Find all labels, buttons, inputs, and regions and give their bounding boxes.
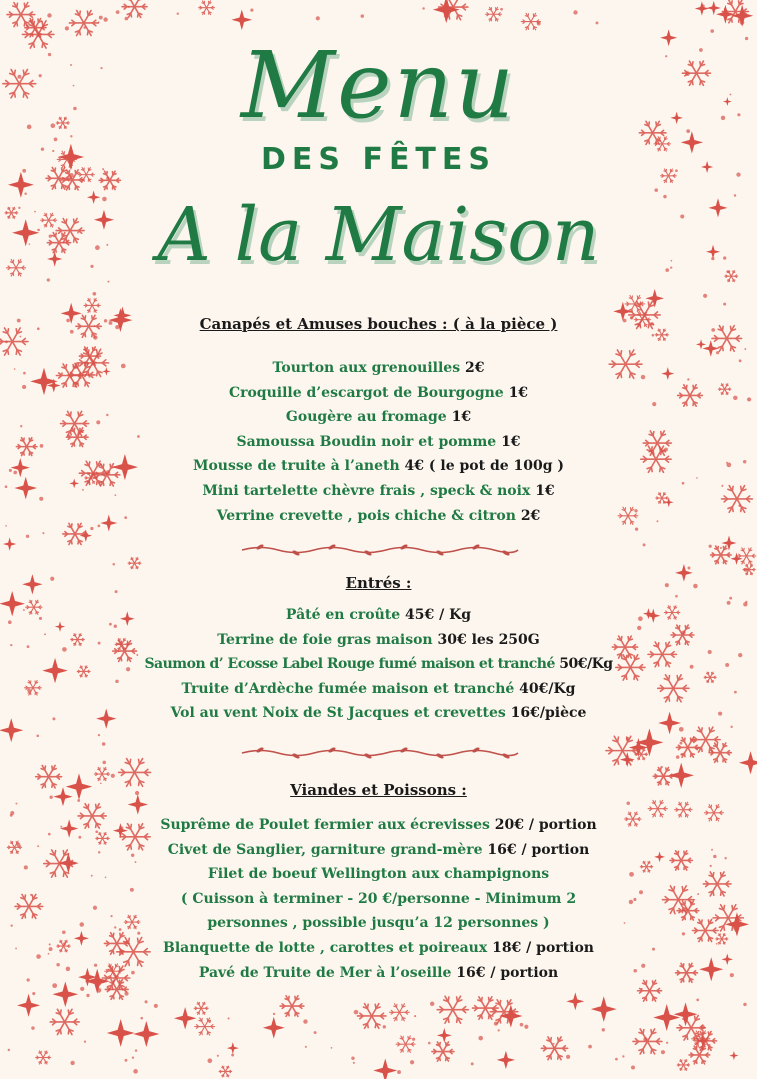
dot-decoration (414, 1015, 416, 1017)
dot-decoration (133, 1069, 138, 1074)
dot-decoration (660, 766, 662, 768)
section-title-entrees: Entrés : (345, 574, 412, 592)
dot-decoration (36, 735, 39, 738)
snowflake-icon (472, 997, 498, 1019)
dot-decoration (500, 8, 503, 11)
item-name: Filet de boeuf Wellington aux champignons (207, 866, 550, 883)
title-des-fetes: DES FÊTES (261, 142, 496, 177)
snowflake-icon (7, 3, 35, 27)
dot-decoration (701, 4, 705, 8)
sparkle-star-icon (133, 1021, 159, 1047)
item-name: Verrine crevette , pois chiche & citron (216, 507, 516, 524)
snowflake-icon (36, 1051, 51, 1064)
item-price: 16€/pièce (510, 705, 587, 722)
snowflake-icon (437, 996, 468, 1023)
snowflake-icon (521, 13, 540, 30)
snowflake-icon (195, 1018, 215, 1035)
snowflake-icon (737, 548, 756, 564)
dot-decoration (710, 29, 714, 33)
dot-decoration (397, 1070, 401, 1074)
item-price: 1€ (501, 433, 521, 450)
dot-decoration (471, 1062, 474, 1065)
menu-item (0, 479, 757, 504)
menu-item (0, 961, 757, 986)
snowflake-icon (677, 1060, 689, 1071)
menu-item (0, 652, 757, 677)
sparkle-star-icon (591, 996, 617, 1022)
dot-decoration (615, 1058, 618, 1061)
sparkle-star-icon (231, 9, 252, 30)
item-name: Saumon d’ Ecosse Label Rouge fumé maison et tranché (144, 656, 555, 673)
dot-decoration (696, 999, 699, 1002)
title-menu: Menu (240, 32, 517, 139)
menu-item (0, 628, 757, 653)
dot-decoration (303, 1019, 307, 1023)
dot-decoration (641, 988, 643, 990)
item-price: 2€ (520, 507, 541, 524)
item-price: 1€ (535, 482, 555, 499)
dot-decoration (8, 1049, 10, 1051)
dot-decoration (643, 543, 646, 546)
menu-item (0, 936, 757, 961)
dot-decoration (709, 545, 712, 548)
snowflake-icon (219, 1066, 232, 1077)
item-price: 4€ ( le pot de 100g ) (404, 458, 565, 475)
dot-decoration (314, 1031, 317, 1034)
dot-decoration (99, 16, 103, 20)
item-price: 30€ les 250G (437, 631, 540, 648)
sparkle-star-icon (227, 1042, 239, 1054)
decorative-vine-divider (240, 746, 520, 760)
section-title-canapes: Canapés et Amuses bouches : ( à la pièce ) (199, 315, 558, 333)
snowflake-icon (633, 1029, 662, 1054)
dot-decoration (566, 1055, 570, 1059)
dot-decoration (32, 992, 35, 995)
menu-item (0, 677, 757, 702)
item-price: 45€ / Kg (405, 607, 472, 623)
item-name: Terrine de foie gras maison (217, 631, 433, 648)
item-name: Mini tartelette chèvre frais , speck & noix (202, 482, 531, 499)
decorative-vine-divider (240, 543, 520, 557)
menu-item (0, 454, 757, 479)
sparkle-star-icon (107, 1019, 135, 1047)
dot-decoration (15, 803, 17, 805)
dot-decoration (113, 563, 116, 566)
item-name: Gougère au fromage (285, 409, 447, 426)
sparkle-star-icon (695, 1, 709, 15)
dot-decoration (86, 994, 89, 997)
dot-decoration (537, 22, 541, 26)
dot-decoration (42, 532, 44, 534)
sparkle-star-icon (707, 1, 721, 15)
dot-decoration (228, 1017, 230, 1019)
item-name: Vol au vent Noix de St Jacques et crevettes (170, 705, 506, 722)
dot-decoration (652, 334, 655, 337)
menu-item (0, 838, 757, 863)
sparkle-star-icon (620, 752, 635, 767)
snowflake-icon (357, 1004, 386, 1029)
snowflake-icon (194, 1002, 208, 1014)
item-name: personnes , possible jusqu’a 12 personnes ) (207, 915, 550, 932)
item-price: 40€/Kg (519, 680, 576, 697)
sparkle-star-icon (739, 751, 757, 774)
snowflake-icon (122, 0, 147, 17)
snowflake-icon (689, 1046, 710, 1064)
dot-decoration (351, 1057, 354, 1060)
snowflake-icon (199, 1, 215, 15)
menu-item (0, 701, 757, 726)
dot-decoration (701, 1025, 705, 1029)
dot-decoration (622, 1055, 624, 1057)
dot-decoration (102, 742, 106, 746)
menu-item (0, 813, 757, 838)
menu-item (0, 405, 757, 430)
snowflake-icon (128, 558, 141, 569)
dot-decoration (743, 1003, 746, 1006)
snowflake-icon (50, 1009, 79, 1034)
menu-item (0, 504, 757, 529)
item-price: 18€ / portion (492, 939, 594, 956)
dot-decoration (410, 1060, 414, 1064)
dot-decoration (80, 987, 84, 991)
dot-decoration (553, 1043, 555, 1045)
item-name: Mousse de truite à l’aneth (192, 458, 400, 475)
dot-decoration (730, 726, 732, 728)
item-name: Croquille d’escargot de Bourgogne (228, 384, 504, 401)
snowflake-icon (280, 996, 304, 1017)
dot-decoration (154, 1004, 158, 1008)
sparkle-star-icon (174, 1007, 196, 1029)
dot-decoration (54, 138, 58, 142)
item-price: 1€ (451, 409, 472, 426)
dot-decoration (687, 567, 690, 570)
dot-decoration (177, 13, 179, 15)
snowflake-icon (541, 1037, 567, 1060)
dot-decoration (26, 535, 29, 538)
dot-decoration (98, 734, 100, 736)
dot-decoration (428, 1042, 431, 1045)
sparkle-star-icon (373, 1059, 397, 1079)
dot-decoration (573, 10, 577, 14)
item-price: 2€ (464, 360, 485, 376)
dot-decoration (626, 801, 630, 805)
item-price: 16€ / portion (456, 964, 559, 981)
dot-decoration (331, 1047, 333, 1049)
menu-item (0, 356, 757, 381)
dot-decoration (412, 1038, 415, 1041)
dot-decoration (125, 1059, 128, 1062)
dot-decoration (744, 568, 748, 572)
item-name: Tourton aux grenouilles (272, 360, 461, 376)
item-price: 16€ / portion (487, 841, 590, 858)
dot-decoration (353, 1062, 355, 1064)
dot-decoration (588, 1045, 592, 1049)
dot-decoration (207, 1058, 212, 1063)
dot-decoration (675, 595, 678, 598)
snowflake-icon (606, 736, 639, 765)
item-name: ( Cuisson à terminer - 20 €/personne - Minimum 2 (180, 890, 577, 907)
dot-decoration (93, 292, 97, 296)
dot-decoration (19, 336, 21, 338)
sparkle-star-icon (3, 537, 16, 550)
dot-decoration (422, 7, 424, 9)
item-name: Civet de Sanglier, garniture grand-mère (167, 841, 483, 858)
item-name: Pâté en croûte (285, 607, 401, 623)
dot-decoration (111, 774, 115, 778)
entrees-list (0, 603, 757, 726)
dot-decoration (703, 294, 707, 298)
item-name: Truite d’Ardèche fumée maison et tranché (181, 680, 515, 697)
dot-decoration (135, 1049, 137, 1051)
sparkle-star-icon (17, 994, 40, 1017)
dot-decoration (102, 761, 106, 765)
dot-decoration (65, 26, 69, 30)
dot-decoration (676, 755, 680, 759)
snowflake-icon (432, 1042, 454, 1061)
sparkle-star-icon (263, 1017, 285, 1039)
menu-item (0, 887, 757, 912)
item-name: Suprême de Poulet fermier aux écrevisses (160, 817, 490, 833)
dot-decoration (478, 1036, 483, 1041)
snowflake-icon (94, 767, 109, 780)
dot-decoration (744, 348, 746, 350)
dot-decoration (140, 1017, 143, 1020)
menu-item (0, 862, 757, 887)
dot-decoration (430, 1002, 434, 1006)
snowflake-icon (69, 10, 98, 35)
dot-decoration (208, 1020, 211, 1023)
sparkle-star-icon (730, 553, 742, 565)
menu-item (0, 911, 757, 936)
snowflake-icon (486, 7, 502, 21)
dot-decoration (316, 16, 320, 20)
snowflake-icon (84, 298, 100, 312)
menu-item (0, 381, 757, 406)
sparkle-star-icon (703, 340, 720, 357)
dot-decoration (729, 597, 732, 600)
dot-decoration (595, 21, 598, 24)
dot-decoration (661, 1050, 665, 1054)
snowflake-icon (677, 1016, 705, 1041)
menu-item (0, 603, 757, 628)
item-price: 50€/Kg (559, 656, 613, 673)
dot-decoration (681, 753, 683, 755)
dot-decoration (305, 1046, 307, 1048)
dot-decoration (70, 1061, 74, 1065)
item-price: 1€ (508, 384, 529, 401)
dot-decoration (631, 1065, 635, 1069)
sparkle-star-icon (437, 1028, 452, 1043)
dot-decoration (31, 1026, 34, 1029)
sparkle-star-icon (566, 992, 584, 1010)
dot-decoration (103, 17, 107, 21)
dot-decoration (666, 1042, 668, 1044)
viandes-poissons-list (0, 813, 757, 985)
dot-decoration (217, 1055, 219, 1057)
dot-decoration (250, 8, 253, 11)
dot-decoration (679, 727, 684, 732)
canapes-list (0, 356, 757, 528)
dot-decoration (47, 13, 51, 17)
dot-decoration (679, 742, 682, 745)
title-a-la-maison: A la Maison (157, 192, 600, 278)
dot-decoration (520, 1023, 524, 1027)
dot-decoration (361, 14, 364, 17)
dot-decoration (83, 26, 86, 29)
menu-item (0, 430, 757, 455)
sparkle-star-icon (731, 5, 753, 27)
sparkle-star-icon (653, 1004, 680, 1031)
dot-decoration (720, 547, 722, 549)
dot-decoration (107, 281, 109, 283)
item-name: Blanquette de lotte , carottes et poireaux (163, 939, 488, 956)
dot-decoration (116, 10, 120, 14)
dot-decoration (132, 1056, 134, 1058)
dot-decoration (145, 1000, 148, 1003)
sparkle-star-icon (497, 1051, 515, 1069)
item-name: Pavé de Truite de Mer à l’oseille (198, 964, 452, 981)
item-name: Samoussa Boudin noir et pomme (236, 433, 497, 450)
dot-decoration (273, 1013, 275, 1015)
item-price: 20€ / portion (494, 817, 597, 833)
dot-decoration (524, 1025, 528, 1029)
snowflake-icon (390, 1004, 410, 1021)
dot-decoration (708, 1044, 710, 1046)
dot-decoration (383, 1025, 386, 1028)
dot-decoration (354, 1010, 359, 1015)
dot-decoration (602, 1028, 605, 1031)
dot-decoration (723, 303, 726, 306)
sparkle-star-icon (729, 1051, 738, 1060)
snowflake-icon (490, 1000, 517, 1024)
dot-decoration (231, 1054, 234, 1057)
dot-decoration (84, 1040, 86, 1042)
section-title-viandes-poissons: Viandes et Poissons : (290, 781, 467, 799)
dot-decoration (498, 1029, 500, 1031)
